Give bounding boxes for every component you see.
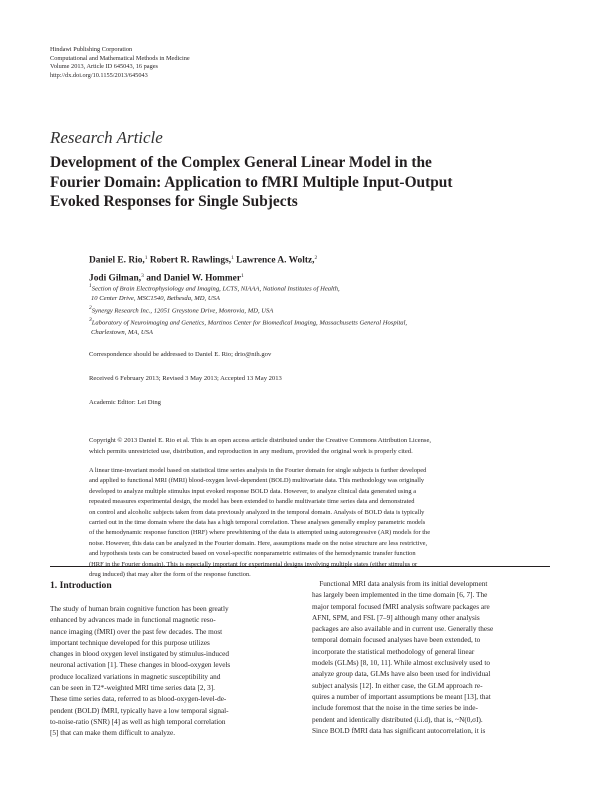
copyright-notice	[89, 436, 554, 457]
volume-info: Volume 2013, Article ID 645043, 16 pages	[50, 63, 158, 71]
author-name: and Daniel W. Hommer	[143, 273, 241, 283]
body-line: analyze group data, GLMs have also been used for individual	[312, 670, 491, 679]
affiliations	[89, 282, 559, 338]
author-affiliation-mark: 1	[231, 255, 234, 261]
body-line: quires a number of important assumptions be meant [13], that	[312, 692, 491, 701]
body-line: nance imaging (fMRI) over the past few decades. The most	[50, 627, 223, 636]
affiliation-mark: 2	[89, 304, 92, 311]
affiliation-text: Synergy Research Inc., 12051 Greystone Drive, Monrovia, MD, USA	[91, 307, 274, 315]
journal-header	[50, 46, 190, 80]
body-line: neuronal activation [1]. These changes in blood-oxygen levels	[50, 661, 231, 670]
body-line: incorporate the statistical methodology of general linear	[312, 647, 475, 656]
body-line: Functional MRI data analysis from its initial development	[312, 580, 488, 588]
affiliation-mark: 1	[89, 283, 92, 289]
body-line: subject analysis [12]. In either case, the GLM approach re-	[312, 681, 483, 690]
body-line: AFNI, SPM, and FSL [7–9] although many other analysis	[312, 613, 480, 622]
affiliation-mark: 3	[89, 317, 92, 324]
body-line: pendent and identically distributed (i.i.d), that is, ~N(0,σI).	[312, 715, 483, 724]
correspondence: Correspondence should be addressed to Daniel E. Rio; drio@nih.gov	[89, 351, 272, 358]
copyright-line: which permits unrestricted use, distribution, and reproduction in any medium, provided the original work is properly cited.	[89, 447, 413, 455]
body-line: Since BOLD fMRI data has significant autocorrelation, it is	[312, 726, 486, 735]
body-line: These time series data, referred to as blood-oxygen-level-de-	[50, 695, 227, 704]
abstract-line: noise. However, this data can be analyzed in the Fourier domain. Here, assumptions made on the noise structure are less restrictive,	[89, 539, 428, 547]
author-affiliation-mark: 1	[144, 255, 148, 261]
affiliation-text: Laboratory of Neuroimaging and Genetics, Martinos Center for Biomedical Imaging, Massachusetts General Hospital,	[91, 319, 408, 327]
abstract-line: of the hemodynamic response function (HRF) where prewhitening of the data is attempted using autoregressive (AR) models for the	[89, 529, 431, 537]
academic-editor: Academic Editor: Lei Ding	[89, 399, 161, 406]
abstract-line: on control and alcoholic subjects taken from data previously analyzed in the temporal domain. Analysis of BOLD data is typically	[89, 508, 425, 516]
title-line: Development of the Complex General Linear Model in the	[50, 154, 432, 171]
affiliation-line	[89, 316, 559, 328]
abstract-line: drug induced) that may alter the form of the response function.	[89, 571, 251, 579]
body-line: produce localized variations in magnetic susceptibility and	[50, 672, 221, 681]
abstract-line: carried out in the time domain where the data has a high temporal correlation. These analyses generally employ parametric models	[89, 519, 426, 527]
body-line: The study of human brain cognitive function has been greatly	[50, 605, 229, 613]
affiliation-line: Charlestown, MA, USA	[91, 329, 153, 337]
body-line: changes in blood oxygen level instigated by stimulus-induced	[50, 650, 230, 659]
body-line: include foremost that the noise in the time series be inde-	[312, 704, 478, 713]
abstract-line: (HRF in the Fourier domain). This is especially important for experimental designs involving multiple states (either stimulus or	[89, 560, 418, 568]
author-affiliation-mark: 1	[240, 272, 244, 279]
author-name: Robert R. Rawlings,	[147, 255, 232, 266]
section-heading-introduction: 1. Introduction	[50, 580, 112, 591]
section-label: Research Article	[50, 128, 163, 147]
body-line: [5] that can make them difficult to analyze.	[50, 729, 176, 738]
abstract-line: A linear time-invariant model based on statistical time series analysis in the Fourier domain for single subjects is further developed	[89, 467, 427, 474]
affiliation-text: Section of Brain Electrophysiology and Imaging, LCTS, NIAAA, National Institutes of Health,	[91, 285, 340, 293]
author-list	[89, 251, 549, 286]
affiliation-line: 10 Center Drive, MSC1540, Bethesda, MD, USA	[91, 295, 220, 303]
body-line: has largely been implemented in the time domain [6, 7]. The	[312, 591, 488, 600]
publication-dates: Received 6 February 2013; Revised 3 May 2013; Accepted 13 May 2013	[89, 375, 282, 382]
affiliation-line	[89, 304, 559, 316]
title-line: Fourier Domain: Application to fMRI Multiple Input-Output	[50, 173, 453, 191]
body-line: important technique developed for this purpose utilizes	[50, 638, 210, 647]
body-line: temporal domain focused analyses have been extended, to	[312, 636, 481, 645]
journal-name: Computational and Mathematical Methods in Medicine	[50, 54, 190, 62]
abstract-line: and applied to functional MRI (fMRI) blood-oxygen level-dependent (BOLD) multivariate data. This methodology was originally	[89, 477, 425, 485]
body-line: models (GLMs) [8, 10, 11]. While almost exclusively used to	[312, 659, 491, 668]
copyright-line: Copyright © 2013 Daniel E. Rio et al. This is an open access article distributed under the Creative Commons Attribution License,	[89, 437, 432, 444]
body-column-left	[50, 604, 282, 740]
abstract-line: developed to analyze multiple stimulus input evoked response BOLD data. However, to analyze clinical data generated using a	[89, 487, 417, 495]
author-affiliation-mark: 2	[314, 255, 318, 261]
doi-link[interactable]: http://dx.doi.org/10.1155/2013/645043	[50, 71, 148, 79]
body-line: major temporal focused fMRI analysis software packages are	[312, 602, 490, 611]
body-line: enhanced by advances made in functional magnetic reso-	[50, 616, 216, 625]
body-line: to-noise-ratio (SNR) [4] as well as high temporal correlation	[50, 717, 226, 726]
body-line: packages are also available and in current use. Generally these	[312, 625, 494, 634]
author-name: Lawrence A. Woltz,	[233, 255, 315, 266]
body-line: pendent (BOLD) fMRI, typically have a low temporal signal-	[50, 706, 229, 715]
author-name: Jodi Gilman,	[89, 273, 142, 283]
body-column-right	[312, 579, 544, 737]
abstract	[89, 466, 559, 580]
body-line: can be seen in T2*-weighted MRI time series data [2, 3].	[50, 684, 215, 693]
author-line	[89, 251, 549, 269]
section-divider	[50, 566, 550, 567]
abstract-line: and hypothesis tests can be constructed based on voxel-specific nonparametric estimates of the hemodynamic transfer function	[89, 550, 416, 558]
author-name: Daniel E. Rio,	[89, 255, 145, 266]
title-line: Evoked Responses for Single Subjects	[50, 193, 298, 210]
publisher: Hindawi Publishing Corporation	[50, 46, 133, 53]
paper-title	[50, 153, 550, 212]
affiliation-line	[89, 282, 559, 294]
author-affiliation-mark: 3	[141, 272, 144, 279]
abstract-line: repeated measures experimental design, the model has been extended to handle multivariate time series data and demonstrated	[89, 498, 415, 506]
